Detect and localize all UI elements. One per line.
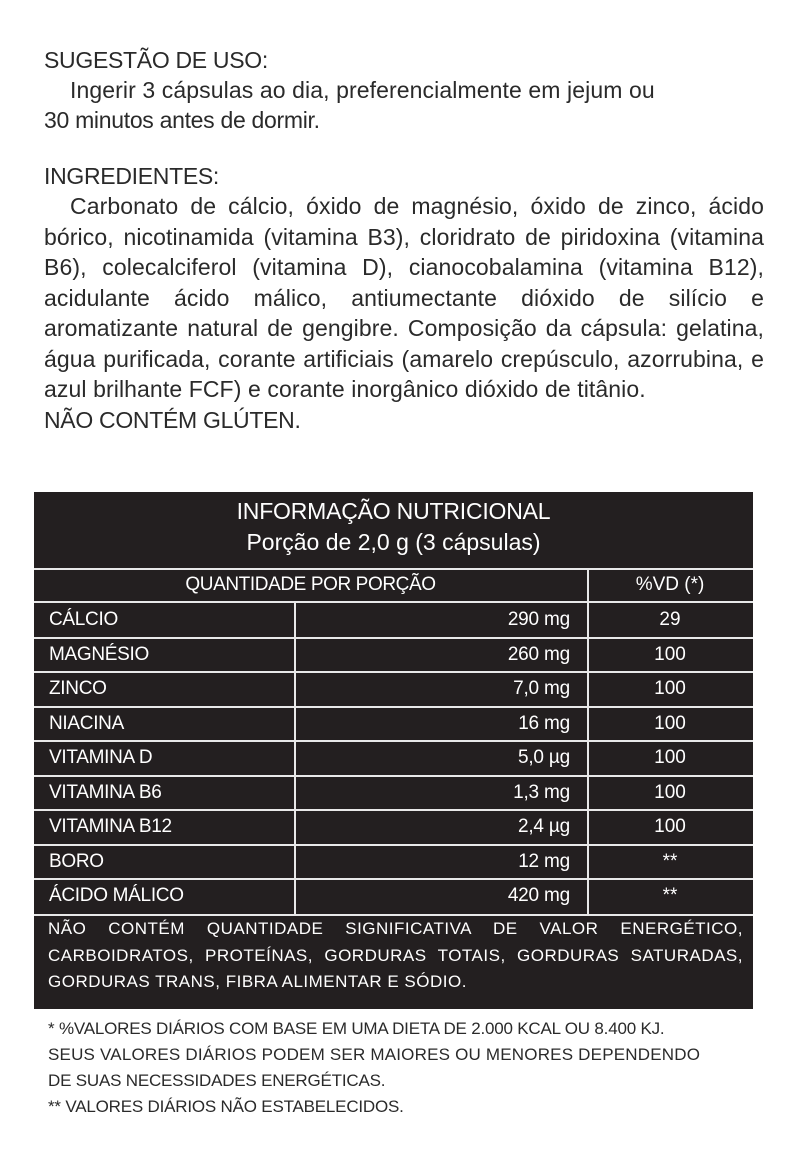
table-row [34, 741, 753, 775]
nutrient-daily-value: 100 [654, 712, 686, 734]
nutrient-daily-value: 100 [654, 781, 686, 803]
table-row [34, 879, 753, 913]
header-quantity: QUANTIDADE POR PORÇÃO [185, 574, 436, 595]
nutrient-name: VITAMINA D [49, 747, 153, 768]
nutrient-name: BORO [49, 850, 104, 872]
nutrient-name: NIACINA [49, 712, 124, 734]
ingredients-heading: INGREDIENTES: [44, 163, 220, 189]
table-row [34, 603, 753, 637]
nutrition-note: NÃO CONTÉM QUANTIDADE SIGNIFICATIVA DE VALOR ENERGÉTICO, CARBOIDRATOS, PROTEÍNAS, GORDURAS TOTAIS, GORDURAS SATURADAS, GORDURAS TRANS, FIBRA ALIMENTAR E SÓDIO. [48, 919, 743, 991]
nutrient-name: MAGNÉSIO [49, 643, 150, 665]
nutrient-quantity: 7,0 mg [513, 678, 570, 699]
nutrient-quantity: 5,0 µg [517, 747, 570, 768]
ingredients-text: Carbonato de cálcio, óxido de magnésio, óxido de zinco, ácido bórico, nicotinamida (vitamina B3), cloridrato de piridoxina (vitamina B6), colecalciferol (vitamina D), cianocobalamina (vitamina B12), acidulante ácido málico, antiumectante dióxido de silício e aromatizante natural de gengibre. Composição da cápsula: gelatina, água purificada, corante artificiais (amarelo crepúsculo, azorrubina, e azul brilhante FCF) e corante inorgânico dióxido de titânio. [44, 193, 764, 402]
footnote-line-3: DE SUAS NECESSIDADES ENERGÉTICAS. [48, 1071, 386, 1090]
nutrient-name: ÁCIDO MÁLICO [49, 885, 184, 906]
usage-heading: SUGESTÃO DE USO: [44, 47, 268, 73]
nutrient-name: CÁLCIO [49, 609, 118, 630]
usage-section [44, 45, 764, 135]
nutrient-quantity: 2,4 µg [517, 816, 570, 837]
divider [34, 568, 753, 570]
nutrient-name: ZINCO [49, 678, 107, 699]
footnotes [48, 1016, 748, 1120]
table-row [34, 672, 753, 706]
nutrition-table [34, 492, 753, 1009]
footnote-line-1: * %VALORES DIÁRIOS COM BASE EM UMA DIETA DE 2.000 KCAL OU 8.400 KJ. [48, 1019, 665, 1038]
nutrient-quantity: 12 mg [518, 850, 570, 872]
nutrient-quantity: 16 mg [518, 712, 570, 734]
table-row [34, 810, 753, 844]
nutrient-daily-value: ** [662, 850, 678, 872]
nutrient-daily-value: 100 [654, 747, 686, 768]
nutrient-name: VITAMINA B12 [49, 816, 172, 837]
nutrient-quantity: 1,3 mg [513, 781, 570, 803]
nutrient-daily-value: ** [662, 885, 678, 906]
footnote-line-4: ** VALORES DIÁRIOS NÃO ESTABELECIDOS. [48, 1097, 404, 1116]
nutrient-name: VITAMINA B6 [49, 781, 162, 803]
nutrient-quantity: 420 mg [507, 885, 570, 906]
ingredients-section [44, 161, 764, 435]
nutrition-portion: Porção de 2,0 g (3 cápsulas) [246, 529, 541, 555]
nutrient-daily-value: 100 [654, 678, 686, 699]
header-daily-value: %VD (*) [635, 574, 705, 595]
nutrient-daily-value: 100 [654, 643, 686, 665]
nutrient-daily-value: 100 [654, 816, 686, 837]
footnote-line-2: SEUS VALORES DIÁRIOS PODEM SER MAIORES OU MENORES DEPENDENDO [48, 1045, 701, 1064]
nutrient-quantity: 260 mg [507, 643, 570, 665]
usage-line-2: 30 minutos antes de dormir. [44, 107, 320, 133]
nutrition-title: INFORMAÇÃO NUTRICIONAL [236, 498, 551, 524]
table-row [34, 707, 753, 741]
table-row [34, 638, 753, 672]
table-row [34, 845, 753, 879]
table-row [34, 776, 753, 810]
usage-line-1: Ingerir 3 cápsulas ao dia, preferencialmente em jejum ou [70, 77, 655, 103]
nutrient-daily-value: 29 [659, 609, 681, 630]
gluten-statement: NÃO CONTÉM GLÚTEN. [44, 406, 301, 433]
nutrient-quantity: 290 mg [507, 609, 570, 630]
